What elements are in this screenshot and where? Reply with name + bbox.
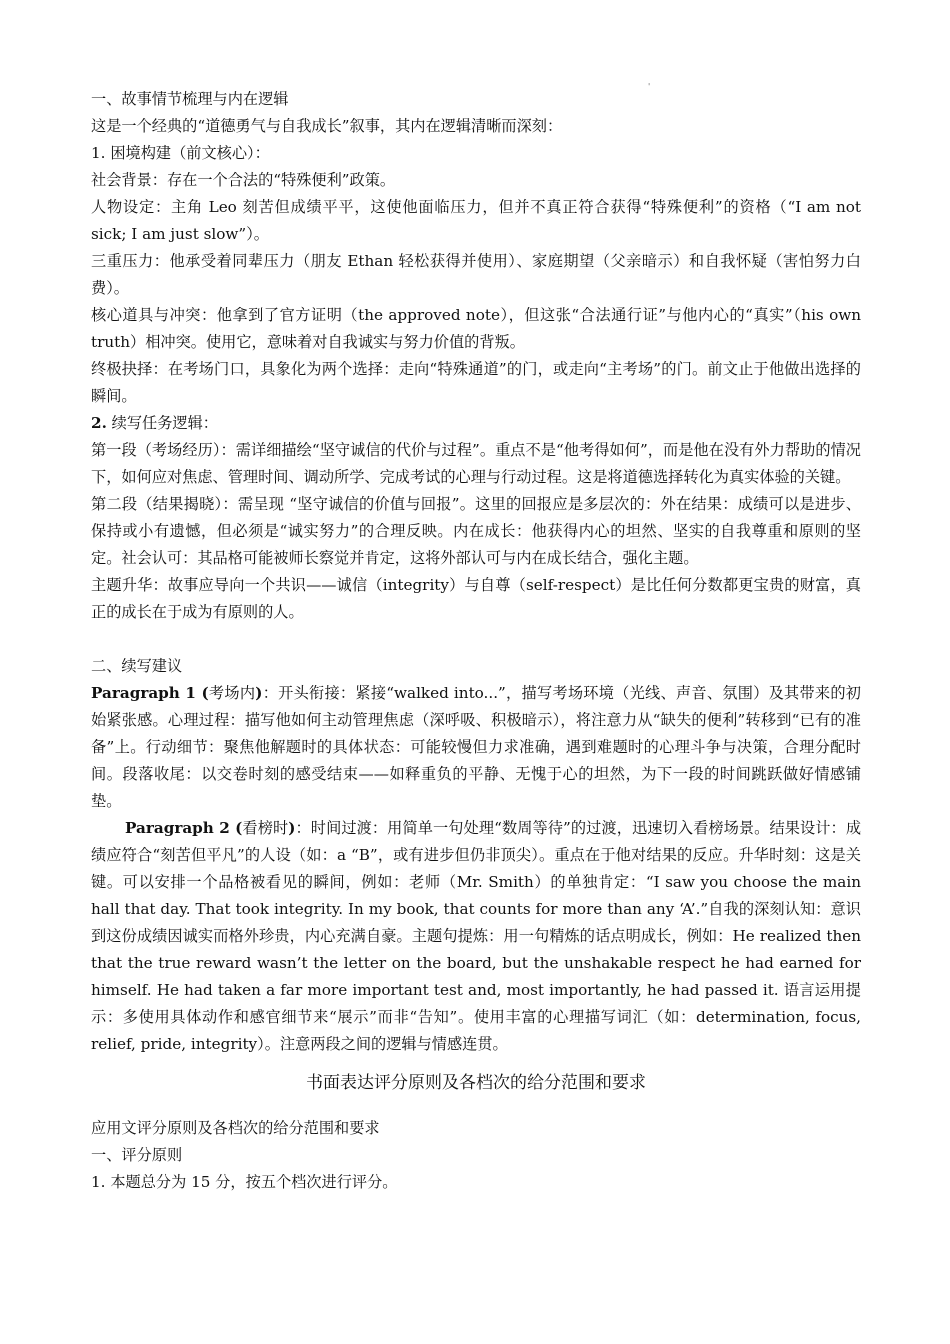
- paragraph2-suggestion: [91, 815, 861, 1058]
- paragraph1-label: Paragraph 1 (: [91, 684, 209, 702]
- subsection2-label: 续写任务逻辑：: [106, 414, 218, 432]
- ultimate-choice: 终极抉择：在考场门口，具象化为两个选择：走向“特殊通道”的门，或走向“主考场”的门。前文止于他做出选择的瞬间。: [91, 360, 861, 405]
- second-paragraph-logic: 第二段（结果揭晓）：需呈现 “坚守诚信的价值与回报”。这里的回报应是多层次的：外在结果：成绩可以是进步、保持或小有遗憾，但必须是“诚实努力”的合理反映。内在成长：他获得内心的坦然、坚实的自我尊重和原则的坚定。社会认可：其品格可能被师长察觉并肯定，这将外部认可与内在成长结合，强化主题。: [91, 495, 861, 567]
- paragraph2-label-cn: 看榜时: [242, 819, 289, 837]
- character-setting: 人物设定：主角 Leo 刻苦但成绩平平，这使他面临压力，但并不真正符合获得“特殊便利”的资格（“I am not sick; I am just slow”）。: [91, 198, 861, 243]
- scoring-title: 书面表达评分原则及各档次的给分范围和要求: [306, 1073, 646, 1093]
- triple-pressure: 三重压力：他承受着同辈压力（朋友 Ethan 轻松获得并使用）、家庭期望（父亲暗示）和自我怀疑（害怕努力白费）。: [91, 252, 861, 297]
- paragraph1-label-cn: 考场内: [208, 684, 256, 702]
- section2-heading: 二、续写建议: [91, 657, 183, 675]
- paragraph2-label-close: ): [288, 819, 296, 837]
- section1-heading: 一、故事情节梳理与内在逻辑: [91, 90, 289, 108]
- paragraph2-label: Paragraph 2 (: [125, 819, 243, 837]
- document-body: [91, 86, 861, 1196]
- paragraph1-text: ：开头衔接：紧接“walked into...”，描写考场环境（光线、声音、氛围）及其带来的初始紧张感。心理过程：描写他如何主动管理焦虑（深呼吸、积极暗示），将注意力从“缺失的便利”转移到“已有的准备”上。行动细节：聚焦他解题时的具体状态：可能较慢但力求准确，遇到难题时的心理斗争与决策，合理分配时间。段落收尾：以交卷时刻的感受结束——如释重负的平静、无愧于心的坦然，为下一段的时间跳跃做好情感铺垫。: [91, 684, 861, 810]
- core-conflict: 核心道具与冲突：他拿到了官方证明（the approved note），但这张“合法通行证”与他内心的“真实”（his own truth）相冲突。使用它，意味着对自我诚实与努力价值的背叛。: [91, 306, 861, 351]
- paragraph1-label-close: ): [255, 684, 263, 702]
- section1-intro: 这是一个经典的“道德勇气与自我成长”叙事，其内在逻辑清晰而深刻：: [91, 117, 563, 135]
- spacer: [91, 626, 861, 653]
- social-background: 社会背景：存在一个合法的“特殊便利”政策。: [91, 171, 396, 189]
- subsection2-title: [91, 410, 861, 437]
- theme-elevation: 主题升华：故事应导向一个共识——诚信（integrity）与自尊（self-respect）是比任何分数都更宝贵的财富，真正的成长在于成为有原则的人。: [91, 576, 861, 621]
- first-paragraph-logic: 第一段（考场经历）：需详细描绘“坚守诚信的代价与过程”。重点不是“他考得如何”，而是他在没有外力帮助的情况下，如何应对焦虑、管理时间、调动所学、完成考试的心理与行动过程。这是将道德选择转化为真实体验的关键。: [91, 441, 861, 486]
- scoring-subtitle: 应用文评分原则及各档次的给分范围和要求: [91, 1119, 380, 1137]
- subsection1-title: 1. 困境构建（前文核心）：: [91, 144, 270, 162]
- header-mark: ': [648, 82, 651, 91]
- subsection2-number: 2.: [91, 414, 107, 432]
- scoring-principles-heading: 一、评分原则: [91, 1146, 183, 1164]
- paragraph2-text: ：时间过渡：用简单一句处理“数周等待”的过渡，迅速切入看榜场景。结果设计：成绩应符合“刻苦但平凡”的人设（如：a “B”，或有进步但仍非顶尖）。重点在于他对结果的反应。升华时刻：这是关键。可以安排一个品格被看见的瞬间，例如：老师（Mr. Smith）的单独肯定：“I saw you choose the main hall that day. That took integrity. In my book, that counts for more than any ‘A’.”自我的深刻认知：意识到这份成绩因诚实而格外珍贵，内心充满自豪。主题句提炼：用一句精炼的话点明成长，例如：He realized then that the true reward wasn’t the letter on the board, but the unshakable respect he had earned for himself. He had taken a far more important test and, most importantly, he had passed it. 语言运用提示：多使用具体动作和感官细节来“展示”而非“告知”。使用丰富的心理描写词汇（如：determination, focus, relief, pride, integrity）。注意两段之间的逻辑与情感连贯。: [91, 819, 862, 1053]
- paragraph1-suggestion: [91, 680, 861, 815]
- scoring-item-1: 1. 本题总分为 15 分，按五个档次进行评分。: [91, 1173, 398, 1191]
